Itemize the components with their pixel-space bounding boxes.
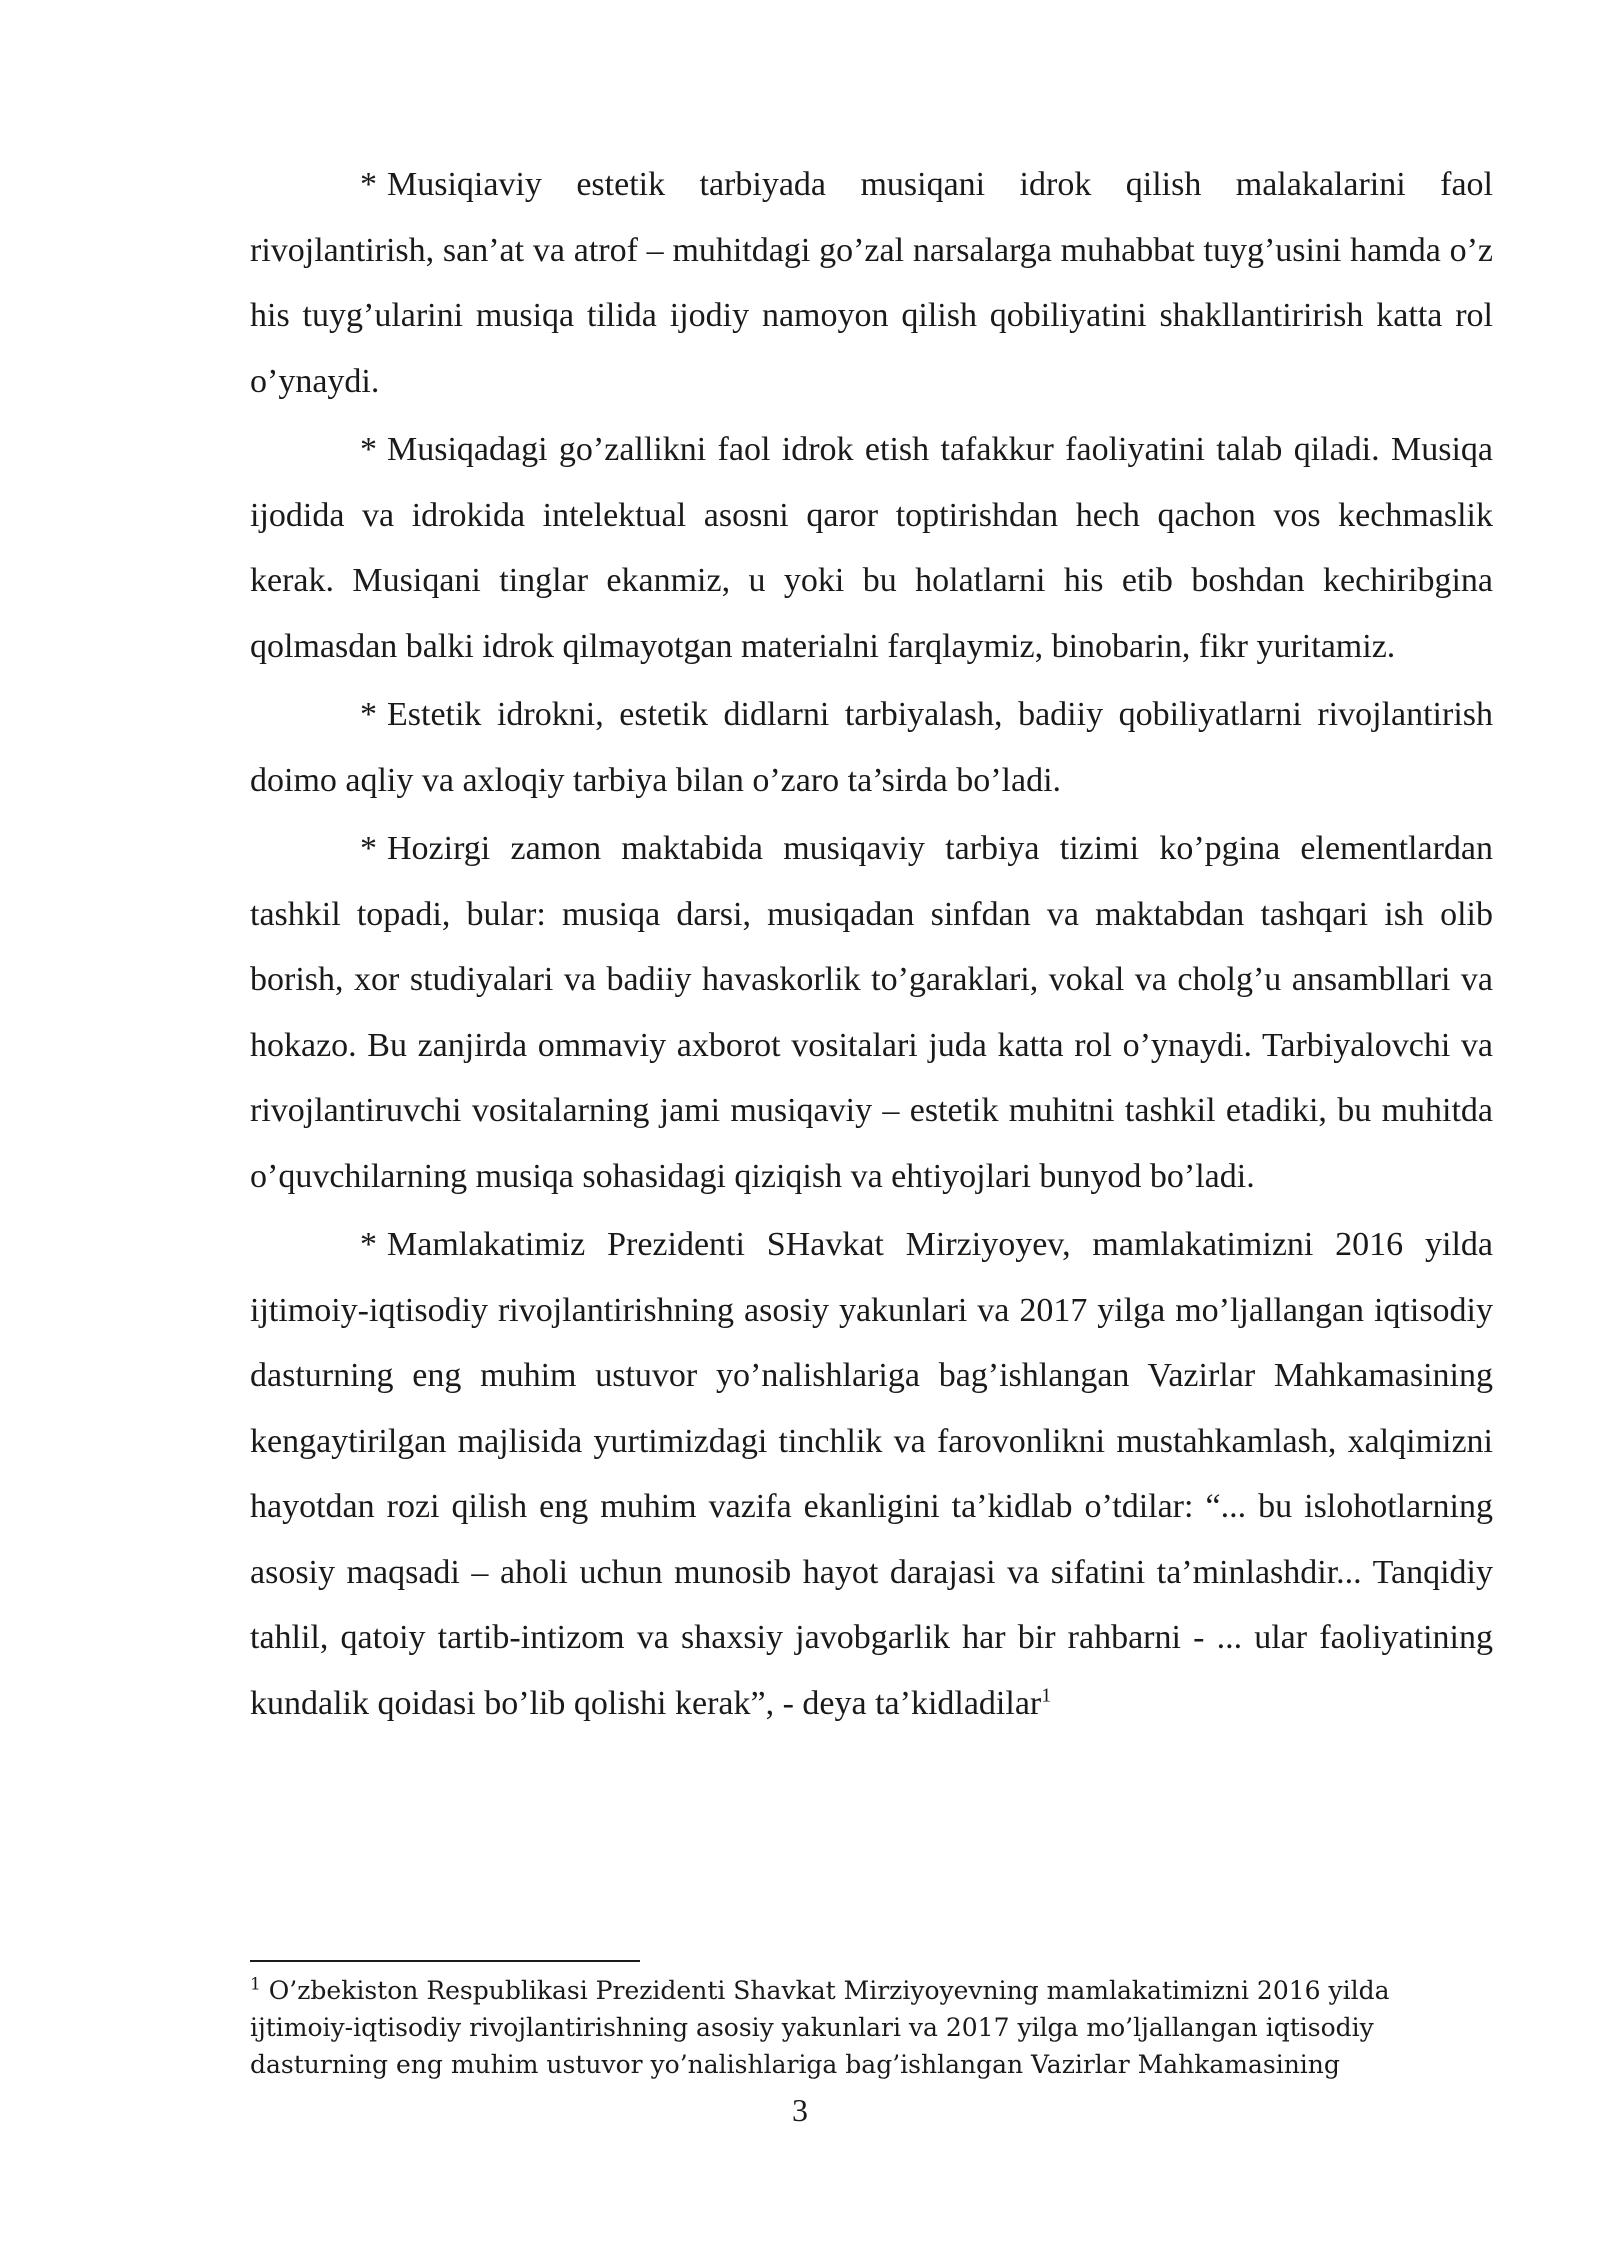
paragraph-1 <box>250 152 1493 414</box>
body-text <box>250 152 1493 1739</box>
footnote <box>250 1972 1493 2083</box>
bullet-marker: * <box>360 166 377 203</box>
paragraph-5 <box>250 1212 1493 1736</box>
paragraph-text: Musiqadagi go’zallikni faol idrok etish tafakkur faoliyatini talab qiladi. Musiqa ijodida va idrokida intelektual asosni qaror toptirishdan hech qachon vos kechmaslik kerak. Musiqani tinglar ekanmiz, u yoki bu holatlarni his etib boshdan kechiribgina qolmasdan balki idrok qilmayotgan materialni farqlaymiz, binobarin, fikr yuritamiz. <box>250 431 1493 665</box>
footnote-reference[interactable]: 1 <box>1041 1684 1052 1707</box>
page-number: 3 <box>792 2092 808 2128</box>
bullet-marker: * <box>360 431 377 468</box>
paragraph-text: Mamlakatimiz Prezidenti SHavkat Mirziyoyev, mamlakatimizni 2016 yilda ijtimoiy-iqtisodiy rivojlantirishning asosiy yakunlari va 2017 yilga mo’ljallangan iqtisodiy dasturning eng muhim ustuvor yo’nalishlariga bag’ishlangan Vazirlar Mahkamasining kengaytirilgan majlisida yurtimizdagi tinchlik va farovonlikni mustahkamlash, xalqimizni hayotdan rozi qilish eng muhim vazifa ekanligini ta’kidlab o’tdilar: “... bu islohotlarning asosiy maqsadi – aholi uchun munosib hayot darajasi va sifatini ta’minlashdir... Tanqidiy tahlil, qatoiy tartib-intizom va shaxsiy javobgarlik har bir rahbarni - ... ular faoliyatining kundalik qoidasi bo’lib qolishi kerak”, - deya ta’kidladilar <box>250 1226 1493 1722</box>
paragraph-3 <box>250 682 1493 813</box>
footnote-marker: 1 <box>250 1974 261 1995</box>
paragraph-2 <box>250 417 1493 679</box>
footnote-text: O’zbekiston Respublikasi Prezidenti Shavkat Mirziyoyevning mamlakatimizni 2016 yilda ijtimoiy-iqtisodiy rivojlantirishning asosiy yakunlari va 2017 yilga mo’ljallangan iqtisodiy dasturning eng muhim ustuvor yo’nalishlariga bag’ishlangan Vazirlar Mahkamasining <box>250 1976 1390 2079</box>
bullet-marker: * <box>360 1226 377 1263</box>
bullet-marker: * <box>360 830 377 867</box>
paragraph-4 <box>250 816 1493 1209</box>
bullet-marker: * <box>360 696 377 733</box>
paragraph-text: Estetik idrokni, estetik didlarni tarbiyalash, badiiy qobiliyatlarni rivojlantirish doimo aqliy va axloqiy tarbiya bilan o’zaro ta’sirda bo’ladi. <box>250 696 1493 799</box>
paragraph-text: Hozirgi zamon maktabida musiqaviy tarbiya tizimi ko’pgina elementlardan tashkil topadi, bular: musiqa darsi, musiqadan sinfdan va maktabdan tashqari ish olib borish, xor studiyalari va badiiy havaskorlik to’garaklari, vokal va cholg’u ansambllari va hokazo. Bu zanjirda ommaviy axborot vositalari juda katta rol o’ynaydi. Tarbiyalovchi va rivojlantiruvchi vositalarning jami musiqaviy – estetik muhitni tashkil etadiki, bu muhitda o’quvchilarning musiqa sohasidagi qiziqish va ehtiyojlari bunyod bo’ladi. <box>250 830 1493 1195</box>
footnote-divider <box>250 1960 640 1962</box>
paragraph-text: Musiqiaviy estetik tarbiyada musiqani idrok qilish malakalarini faol rivojlantirish, san’at va atrof – muhitdagi go’zal narsalarga muhabbat tuyg’usini hamda o’z his tuyg’ularini musiqa tilida ijodiy namoyon qilish qobiliyatini shakllantirirish katta rol o’ynaydi. <box>250 166 1493 400</box>
